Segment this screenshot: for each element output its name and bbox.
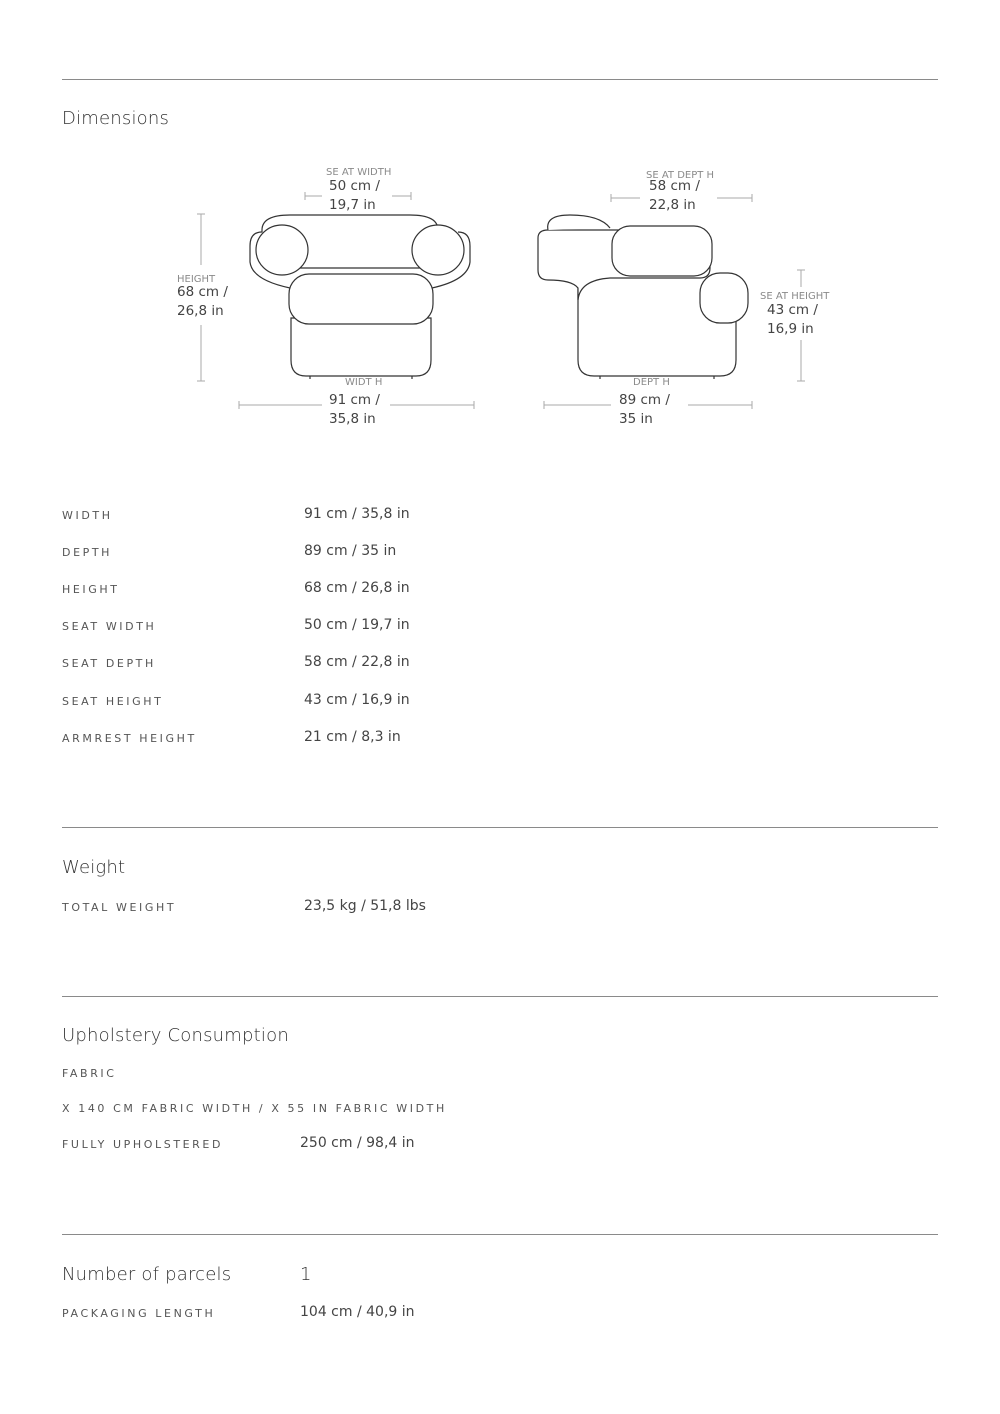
spec-label-fabric-width: X 140 CM FABRIC WIDTH / X 55 IN FABRIC WIDTH: [62, 1102, 447, 1115]
spec-label-seat-width: SEAT WIDTH: [62, 620, 157, 633]
spec-value-width: 91 cm / 35,8 in: [304, 506, 410, 522]
spec-value-seat-depth: 58 cm / 22,8 in: [304, 654, 410, 670]
seat-height-value-1: 43 cm /: [767, 302, 818, 318]
dimensions-title: Dimensions: [62, 108, 170, 129]
depth-value-2: 35 in: [619, 411, 653, 427]
spec-label-seat-depth: SEAT DEPTH: [62, 657, 156, 670]
seat-width-value-1: 50 cm /: [329, 178, 380, 194]
spec-label-armrest-height: ARMREST HEIGHT: [62, 732, 197, 745]
chair-dimension-drawing: [0, 150, 1000, 450]
spec-value-packaging-length: 104 cm / 40,9 in: [300, 1304, 415, 1320]
spec-value-total-weight: 23,5 kg / 51,8 lbs: [304, 898, 426, 914]
seat-depth-value-2: 22,8 in: [649, 197, 696, 213]
seat-height-label: SE AT HEIGHT: [760, 291, 830, 302]
depth-label: DEPT H: [633, 377, 670, 388]
seat-width-value-2: 19,7 in: [329, 197, 376, 213]
chair-side-view: [538, 215, 748, 379]
weight-title: Weight: [62, 857, 126, 878]
spec-label-width: WIDTH: [62, 509, 113, 522]
spec-value-height: 68 cm / 26,8 in: [304, 580, 410, 596]
spec-label-fully-upholstered: FULLY UPHOLSTERED: [62, 1138, 224, 1151]
width-value-1: 91 cm /: [329, 392, 380, 408]
seat-depth-label: SE AT DEPT H: [646, 170, 715, 181]
spec-value-fully-upholstered: 250 cm / 98,4 in: [300, 1135, 415, 1151]
section-divider-upholstery: [62, 996, 938, 997]
spec-label-height: HEIGHT: [62, 583, 120, 596]
height-value-2: 26,8 in: [177, 303, 224, 319]
depth-value-1: 89 cm /: [619, 392, 670, 408]
chair-front-view: [250, 215, 470, 379]
seat-width-label: SE AT WIDTH: [326, 167, 392, 178]
spec-value-armrest-height: 21 cm / 8,3 in: [304, 729, 401, 745]
spec-label-seat-height: SEAT HEIGHT: [62, 695, 164, 708]
spec-value-seat-width: 50 cm / 19,7 in: [304, 617, 410, 633]
width-label: WIDT H: [345, 377, 383, 388]
width-value-2: 35,8 in: [329, 411, 376, 427]
spec-value-depth: 89 cm / 35 in: [304, 543, 397, 559]
height-label: HEIGHT: [177, 274, 216, 285]
seat-height-value-2: 16,9 in: [767, 321, 814, 337]
section-divider-weight: [62, 827, 938, 828]
height-value-1: 68 cm /: [177, 284, 228, 300]
seat-depth-value-1: 58 cm /: [649, 178, 700, 194]
spec-label-packaging-length: PACKAGING LENGTH: [62, 1307, 216, 1320]
parcels-title: Number of parcels: [62, 1264, 232, 1285]
section-divider-parcels: [62, 1234, 938, 1235]
parcels-count: 1: [300, 1264, 312, 1285]
spec-value-seat-height: 43 cm / 16,9 in: [304, 692, 410, 708]
spec-label-fabric: FABRIC: [62, 1067, 117, 1080]
section-divider-dimensions: [62, 79, 938, 80]
upholstery-title: Upholstery Consumption: [62, 1025, 289, 1046]
spec-label-total-weight: TOTAL WEIGHT: [62, 901, 177, 914]
spec-label-depth: DEPTH: [62, 546, 113, 559]
